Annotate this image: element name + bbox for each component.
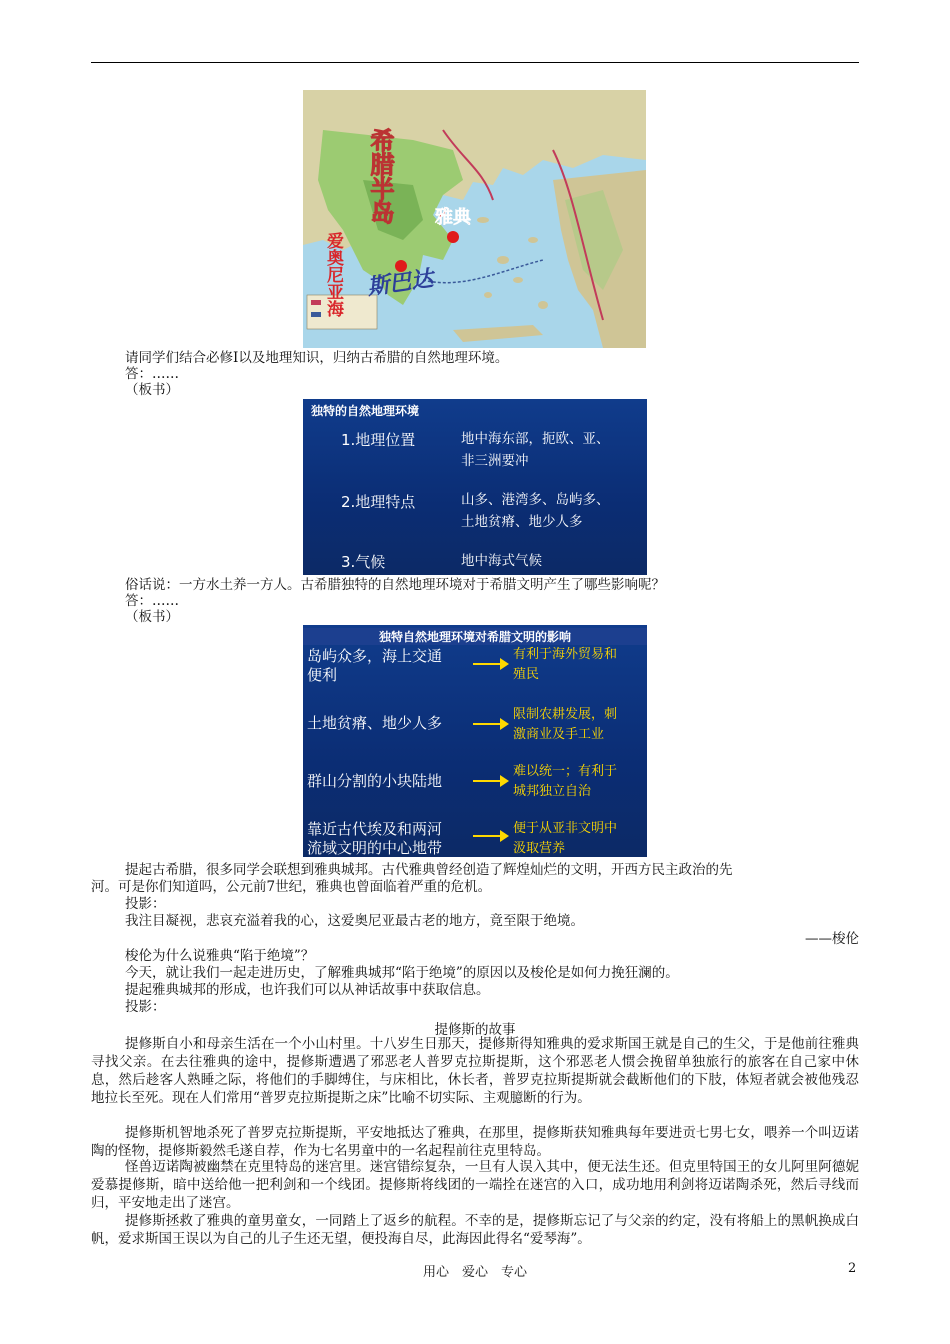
slide2-effect: 难以统一；有利于 城邦独立自治: [513, 764, 618, 799]
slide1-row-value: 地中海东部，扼欧、亚、 非三洲要冲: [461, 431, 610, 469]
slide2-effect: 限制农耕发展，刺 激商业及手工业: [513, 707, 618, 742]
slide2-cause: 群山分割的小块陆地: [307, 772, 443, 790]
slide1-row-head: 3.气候: [341, 553, 386, 571]
question-1: 请同学们结合必修Ⅰ以及地理知识，归纳古希腊的自然地理环境。: [125, 350, 509, 366]
arrow-icon: [473, 663, 507, 665]
story-paragraph: 提修斯自小和母亲生活在一个小山村里。十八岁生日那天，提修斯得知雅典的爱求斯国王就是自己的生父，于是他前往雅典寻找父亲。在去往雅典的途中，提修斯遭遇了邪恶老人普罗克拉斯提斯，这个邪恶老人惯会挽留单独旅行的旅客在自己家中休息，然后趁客人熟睡之际，将他们的手脚缚住，与床相比，休长者，普罗克拉斯提斯就会截断他们的下肢，体短者就会被他残忍地拉长至死。现在人们常用“普罗克拉斯提斯之床”比喻不切实际、主观臆断的行为。: [91, 1036, 859, 1106]
myth-line: 提起雅典城邦的形成，也许我们可以从神话故事中获取信息。: [125, 982, 490, 998]
answer-1: 答：……: [125, 366, 179, 382]
slide1-row-head: 1.地理位置: [341, 431, 416, 449]
arrow-icon: [473, 780, 507, 782]
question-3: 梭伦为什么说雅典“陷于绝境”？: [125, 948, 315, 964]
slide2-cause: 土地贫瘠、地少人多: [307, 714, 443, 732]
header-rule: [91, 62, 859, 63]
greece-map-image: [303, 90, 646, 348]
slide1-row-value: 山多、港湾多、岛屿多、 土地贫瘠、地少人多: [461, 492, 610, 530]
board-note-2: （板书）: [125, 609, 179, 625]
solon-quote: 我注目凝视，悲哀充溢着我的心，这爱奥尼亚最古老的地方，竟至限于绝境。: [125, 913, 584, 929]
footer-motto: 用心 爱心 专心: [422, 1265, 527, 1280]
today-line: 今天，就让我们一起走进历史，了解雅典城邦“陷于绝境”的原因以及梭伦是如何力挽狂澜的。: [125, 965, 679, 981]
slide2-cause: 岛屿众多，海上交通 便利: [307, 647, 443, 684]
projection-label-2: 投影：: [125, 999, 166, 1015]
map-label-peninsula: 希腊半岛: [366, 128, 395, 224]
map-label-ionian-sea: 爱奥尼亚海: [323, 232, 343, 317]
story-paragraph: 怪兽迈诺陶被幽禁在克里特岛的迷宫里。迷宫错综复杂，一旦有人误入其中，便无法生还。但克里特国王的女儿阿里阿德妮爱慕提修斯，暗中送给他一把利剑和一个线团。提修斯将线团的一端拴在迷宫的入口，成功地用利剑将迈诺陶杀死，然后寻线而归，平安地走出了迷宫。: [91, 1159, 859, 1211]
slide1-title: 独特的自然地理环境: [311, 404, 420, 418]
quote-author: ——梭伦: [805, 931, 859, 947]
arrow-icon: [473, 835, 507, 837]
story-paragraph: 提修斯机智地杀死了普罗克拉斯提斯，平安地抵达了雅典，在那里，提修斯获知雅典每年要进贡七男七女，喂养一个叫迈诺陶的怪物，提修斯毅然毛遂自荐，作为七名男童中的一名起程前往克里特岛。: [91, 1125, 859, 1159]
question-2: 俗话说：一方水土养一方人。古希腊独特的自然地理环境对于希腊文明产生了哪些影响呢？: [125, 577, 665, 593]
answer-2: 答：……: [125, 593, 179, 609]
projection-label-1: 投影：: [125, 896, 166, 912]
slide2-title: 独特自然地理环境对希腊文明的影响: [303, 628, 647, 645]
map-label-athens: 雅典: [435, 207, 471, 228]
slide-influence: [303, 625, 647, 857]
story-paragraph: 提修斯拯救了雅典的童男童女，一同踏上了返乡的航程。不幸的是，提修斯忘记了与父亲的约定，没有将船上的黑帆换成白帆，爱求斯国王误以为自己的儿子生还无望，便投海自尽，此海因此得名“爱琴海”。: [91, 1213, 859, 1247]
slide2-effect: 有利于海外贸易和 殖民: [513, 647, 618, 682]
slide-geography: [303, 399, 647, 575]
intro-line-2: 河。可是你们知道吗，公元前7世纪，雅典也曾面临着严重的危机。: [91, 879, 492, 895]
slide1-row-head: 2.地理特点: [341, 493, 416, 511]
story-title: 提修斯的故事: [434, 1022, 516, 1038]
intro-line-1: 提起古希腊，很多同学会联想到雅典城邦。古代雅典曾经创造了辉煌灿烂的文明，开西方民主政治的先: [125, 862, 733, 878]
slide2-effect: 便于从亚非文明中 汲取营养: [513, 821, 618, 856]
map-label-sparta: 斯巴达: [365, 265, 435, 301]
board-note-1: （板书）: [125, 382, 179, 398]
slide2-cause: 靠近古代埃及和两河 流域文明的中心地带: [307, 820, 443, 857]
page-number: 2: [848, 1261, 857, 1276]
arrow-icon: [473, 723, 507, 725]
slide1-row-value: 地中海式气候: [461, 553, 542, 569]
map-drawing: [303, 90, 646, 348]
